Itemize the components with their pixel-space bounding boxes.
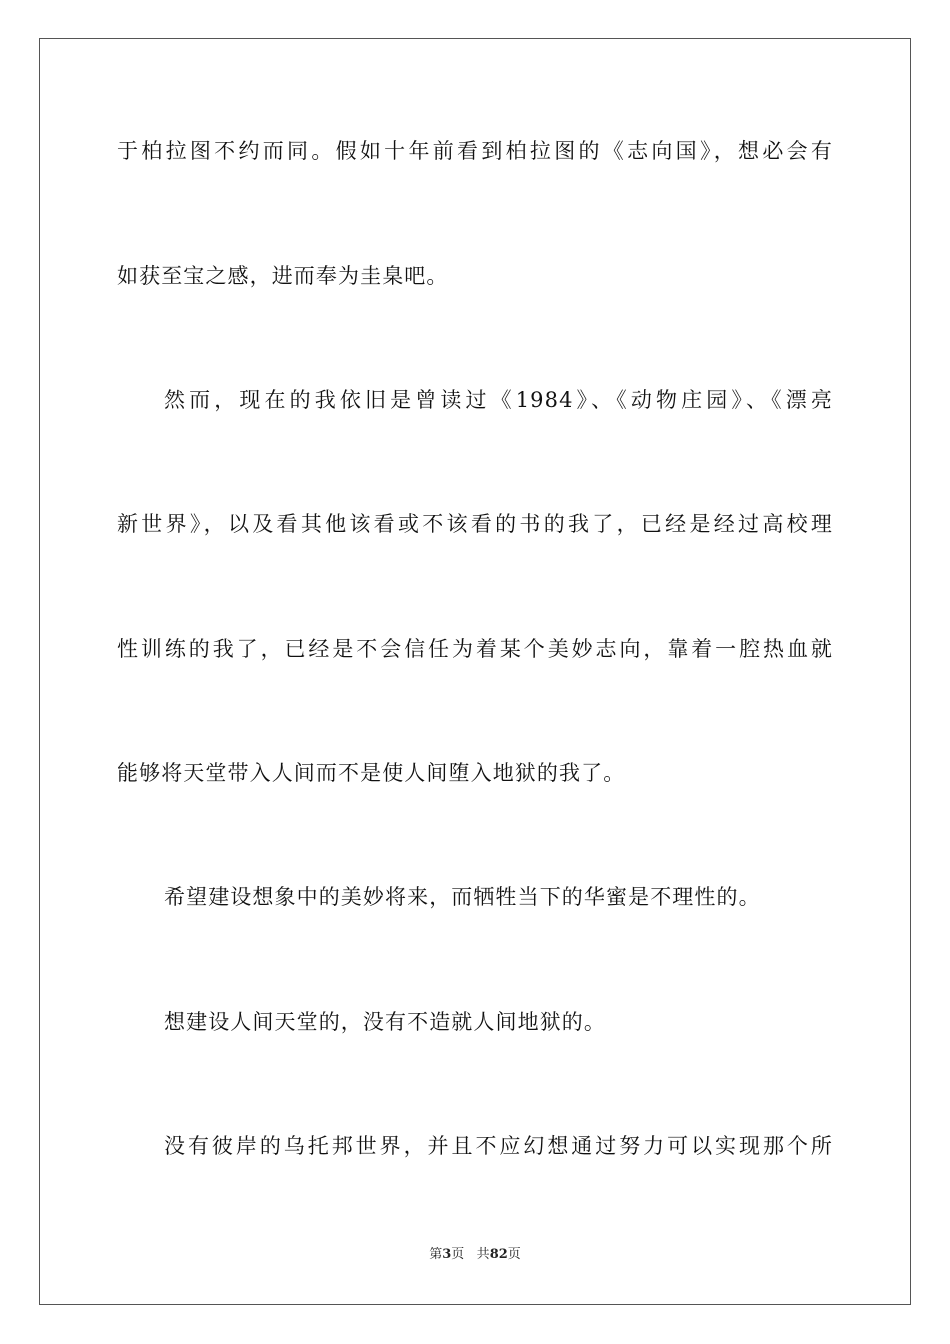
total-prefix: 共 xyxy=(476,1247,490,1262)
page-footer xyxy=(0,1246,950,1264)
page-suffix: 页 xyxy=(451,1247,465,1262)
text-line: 如获至宝之感，进而奉为圭臬吧。 xyxy=(117,264,449,288)
total-suffix: 页 xyxy=(507,1247,521,1262)
total-pages: 82 xyxy=(489,1247,508,1262)
text-line: 新世界》，以及看其他该看或不该看的书的我了，已经是经过高校理 xyxy=(117,512,833,536)
paragraph-first-line: 然而，现在的我依旧是曾读过《1984》、《动物庄园》、《漂亮 xyxy=(164,388,833,412)
page-number: 3 xyxy=(442,1247,452,1262)
text-line: 于柏拉图不约而同。假如十年前看到柏拉图的《志向国》，想必会有 xyxy=(117,139,833,163)
paragraph-first-line: 没有彼岸的乌托邦世界，并且不应幻想通过努力可以实现那个所 xyxy=(164,1134,833,1158)
page-prefix: 第 xyxy=(429,1247,443,1262)
text-line: 能够将天堂带入人间而不是使人间堕入地狱的我了。 xyxy=(117,761,626,785)
paragraph-first-line: 想建设人间天堂的，没有不造就人间地狱的。 xyxy=(164,1010,606,1034)
page-border xyxy=(39,38,911,1305)
text-line: 性训练的我了，已经是不会信任为着某个美妙志向，靠着一腔热血就 xyxy=(117,637,833,661)
paragraph-first-line: 希望建设想象中的美妙将来，而牺牲当下的华蜜是不理性的。 xyxy=(164,885,761,909)
